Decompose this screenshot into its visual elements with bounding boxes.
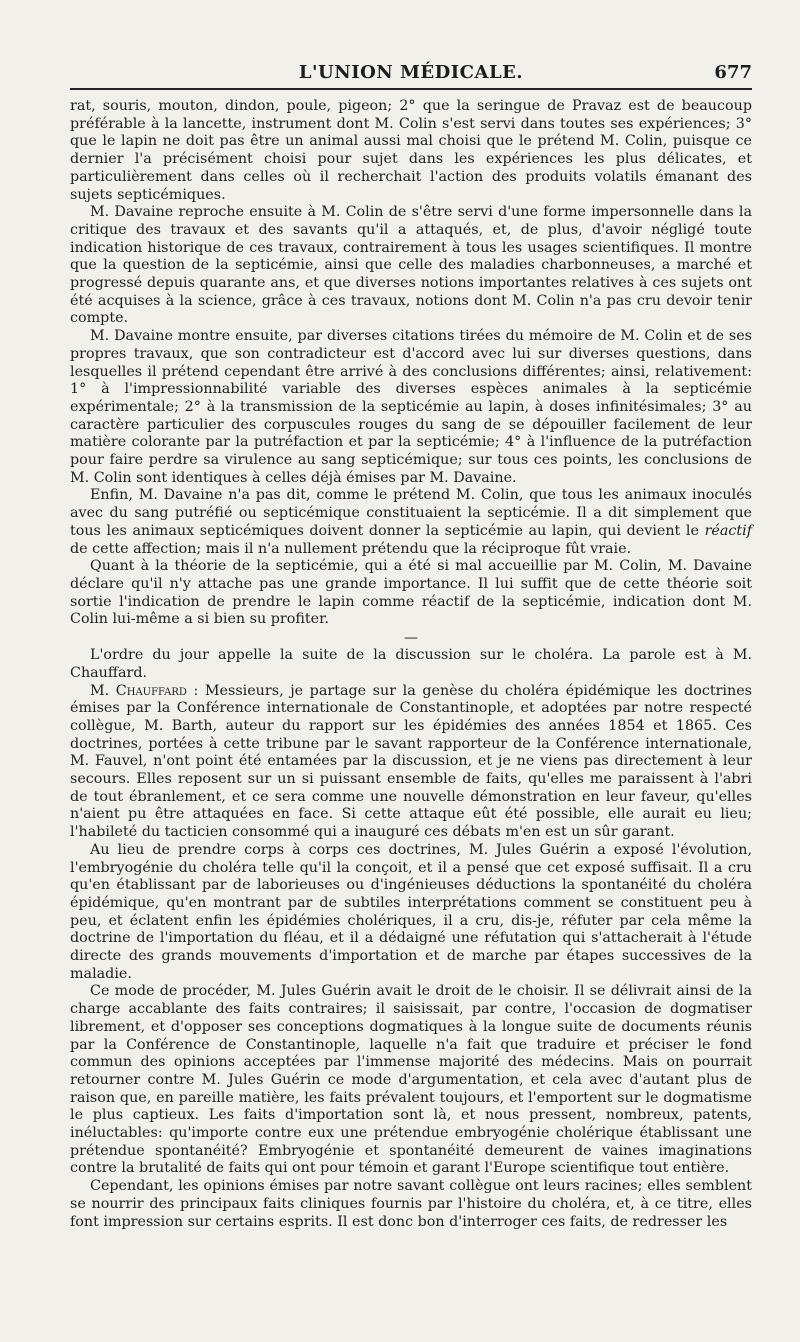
paragraph: Cependant, les opinions émises par notre savant collègue ont leurs racines; elles semblent se nourrir des principaux faits cliniques fournis par l'histoire du choléra, et, à ce titre, elles font impression sur certains esprits. Il est donc bon d'interroger ces faits, de redresser les [70,1178,752,1230]
page-header [70,56,752,90]
paragraph: Ce mode de procéder, M. Jules Guérin avait le droit de le choisir. Il se délivrait ainsi de la charge accablante des faits contraires; il saisissait, par contre, l'occasion de dogmatiser librement, et d'opposer ses conceptions dogmatiques à la longue suite de documents réunis par la Conférence de Constantinople, laquelle n'a fait que traduire et préciser le fond commun des opinions acceptées par l'immense majorité des médecins. Mais on pourrait retourner contre M. Jules Guérin ce mode d'argumentation, et cela avec d'autant plus de raison que, en pareille matière, les faits prévalent toujours, et l'emportent sur le dogmatisme le plus captieux. Les faits d'importation sont là, et nous pressent, nombreux, patents, inéluctables: qu'importe contre eux une prétendue embryogénie cholérique établissant une prétendue spontanéité? Embryogénie et spontanéité demeurent de vaines imaginations contre la brutalité de faits qui ont pour témoin et garant l'Europe scientifique tout entière. [70,983,752,1177]
section-separator: — [404,630,418,647]
paragraph: Quant à la théorie de la septicémie, qui a été si mal accueillie par M. Colin, M. Davaine déclare qu'il n'y attache pas une grande importance. Il lui suffit que de cette théorie soit sortie l'indication de prendre le lapin comme réactif de la septicémie, indication dont M. Colin lui-même a si bien su profiter. [70,558,752,628]
paragraph: M. Davaine reproche ensuite à M. Colin de s'être servi d'une forme impersonnelle dans la critique des travaux et des savants qu'il a attaqués, et, de plus, d'avoir négligé toute indication historique de ces travaux, contrairement à tous les usages scientifiques. Il montre que la question de la septicémie, ainsi que celle des maladies charbonneuses, a marché et progressé depuis quarante ans, et que diverses notions importantes relatives à ces sujets ont été acquises à la science, grâce à ces travaux, notions dont M. Colin n'a pas cru devoir tenir compte. [70,204,752,327]
running-title: L'UNION MÉDICALE. [298,62,524,83]
paragraph: Enfin, M. Davaine n'a pas dit, comme le prétend M. Colin, que tous les animaux inoculés avec du sang putréfié ou septicémique constituaient la septicémie. Il a dit simplement que tous les animaux septicémiques doivent donner la septicémie au lapin, qui devient le réactif de cette affection; mais il n'a nullement prétendu que la réciproque fût vraie. [70,487,752,557]
paragraph: M. Davaine montre ensuite, par diverses citations tirées du mémoire de M. Colin et de ses propres travaux, que son contradicteur est d'accord avec lui sur diverses questions, dans lesquelles il prétend cependant être arrivé à des conclusions différentes; ainsi, relativement: 1° à l'impressionnabilité variable des diverses espèces animales à la septicémie expérimentale; 2° à la transmission de la septicémie au lapin, à doses infinitésimales; 3° au caractère particulier des corpuscules rouges du sang de se dépouiller facilement de leur matière colorante par la putréfaction et par la septicémie; 4° à l'influence de la putréfaction pour faire perdre sa virulence au sang septicémique; sur tous ces points, les conclusions de M. Colin sont identiques à celles déjà émises par M. Davaine. [70,328,752,486]
paragraph: M. Chauffard : Messieurs, je partage sur la genèse du choléra épidémique les doctrines émises par la Conférence internationale de Constantinople, et adoptées par notre respecté collègue, M. Barth, auteur du rapport sur les épidémies des années 1854 et 1865. Ces doctrines, portées à cette tribune par le savant rapporteur de la Conférence internationale, M. Fauvel, n'ont point été entamées par la discussion, et je ne viens pas directement à leur secours. Elles reposent sur un si puissant ensemble de faits, qu'elles me paraissent à l'abri de tout ébranlement, et ce sera comme une nouvelle démonstration en leur faveur, qu'elles n'aient pu être attaquées en face. Si cette attaque eût été possible, elle aurait eu lieu; l'habileté du tacticien consommé qui a inauguré ces débats m'en est un sûr garant. [70,682,752,841]
paragraph: rat, souris, mouton, dindon, poule, pigeon; 2° que la seringue de Pravaz est de beaucoup préférable à la lancette, instrument dont M. Colin s'est servi dans toutes ses expériences; 3° que le lapin ne doit pas être un animal aussi mal choisi que le prétend M. Colin, puisque ce dernier l'a précisément choisi pour sujet dans les expériences les plus délicates, et particulièrement dans celles où il recherchait l'action des produits volatils émanant des sujets septicémiques. [70,98,752,203]
paragraph: L'ordre du jour appelle la suite de la discussion sur le choléra. La parole est à M. Chauffard. [70,647,752,681]
page-number: 677 [714,62,752,83]
article-body [70,98,752,1231]
speaker-name: Chauffard [115,682,187,699]
paragraph: Au lieu de prendre corps à corps ces doctrines, M. Jules Guérin a exposé l'évolution, l'embryogénie du choléra telle qu'il la conçoit, et il a pensé que cet exposé suffisait. Il a cru qu'en établissant par de laborieuses ou d'ingénieuses déductions la spontanéité du choléra épidémique, qu'en montrant par de subtiles interprétations comment se constituent peu à peu, et éclatent enfin les épidémies cholériques, il a cru, dis-je, réfuter par cela même la doctrine de l'importation du fléau, et il a dédaigné une réfutation qui s'attacherait à l'étude directe des grands mouvements d'importation et de marche par étapes successives de la maladie. [70,841,752,982]
italic-term: réactif [704,522,752,539]
